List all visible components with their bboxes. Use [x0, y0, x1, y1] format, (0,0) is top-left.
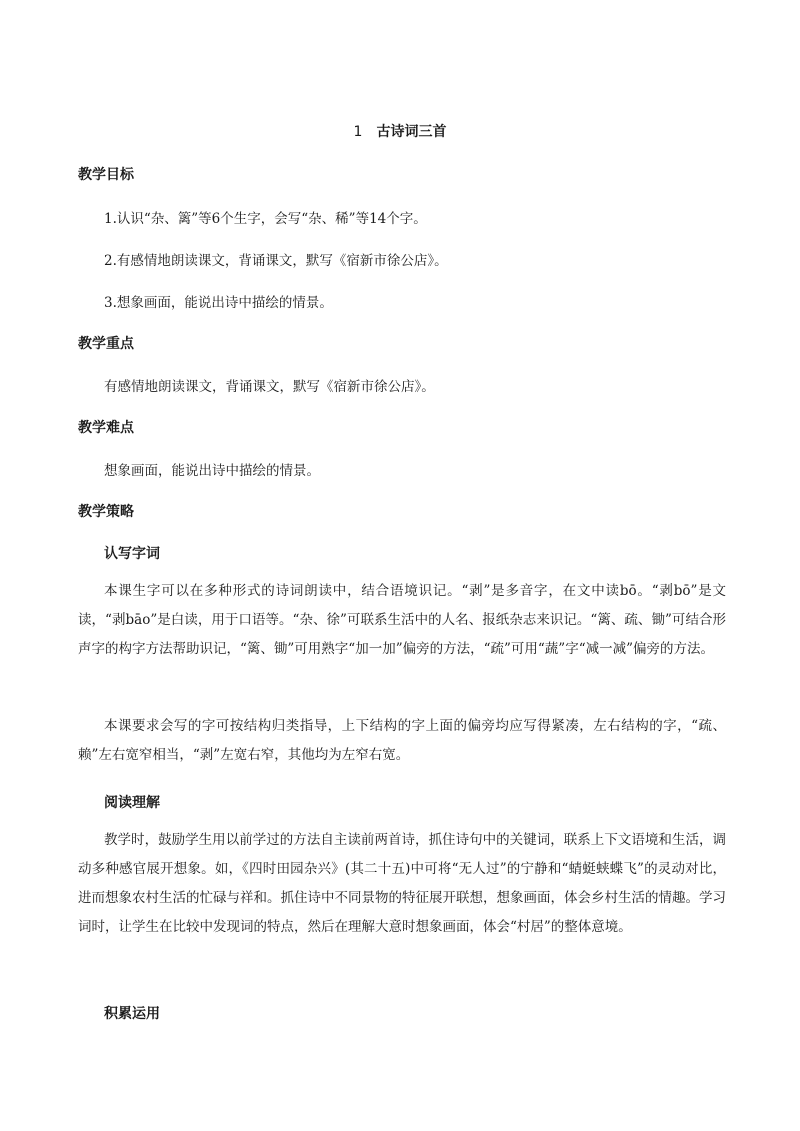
subheading-word-learning: 认写字词: [104, 546, 160, 562]
paragraph: 教学时，鼓励学生用以前学过的方法自主读前两首诗，抓住诗句中的关键词，联系上下文语境和生活，调动多种感官展开想象。如，《四时田园杂兴》(其二十五)中可将“无人过”的宁静和“蜻蜓蛱蝶飞”的灵动对比，进而想象农村生活的忙碌与祥和。抓住诗中不同景物的特征展开联想，想象画面，体会乡村生活的情趣。学习词时，让学生在比较中发现词的特点，然后在理解大意时想象画面，体会“村居”的整体意境。: [78, 832, 726, 935]
goal-item: 3.想象画面，能说出诗中描绘的情景。: [104, 295, 333, 311]
difficulties-text: 想象画面，能说出诗中描绘的情景。: [104, 463, 320, 479]
heading-goals: 教学目标: [78, 167, 134, 183]
heading-difficulties: 教学难点: [78, 420, 134, 436]
heading-key-points: 教学重点: [78, 336, 134, 352]
subheading-accumulation: 积累运用: [104, 1006, 160, 1022]
lesson-title: [0, 121, 800, 141]
heading-strategy: 教学策略: [78, 504, 134, 520]
lesson-title-text: 古诗词三首: [376, 124, 447, 140]
lesson-number: 1: [353, 124, 363, 140]
key-points-text: 有感情地朗读课文，背诵课文，默写《宿新市徐公店》。: [104, 379, 435, 395]
goal-item: 1.认识“杂、篱”等6个生字，会写“杂、稀”等14个字。: [104, 211, 427, 227]
paragraph: 本课要求会写的字可按结构归类指导，上下结构的字上面的偏旁均应写得紧凑，左右结构的字，“疏、赖”左右宽窄相当，“剥”左宽右窄，其他均为左窄右宽。: [78, 718, 726, 763]
goal-item: 2.有感情地朗读课文，背诵课文，默写《宿新市徐公店》。: [104, 253, 448, 269]
paragraph: 本课生字可以在多种形式的诗词朗读中，结合语境识记。“剥”是多音字，在文中读bō。“剥bō”是文读，“剥bāo”是白读，用于口语等。“杂、徐”可联系生活中的人名、报纸杂志来识记。“篱、疏、锄”可结合形声字的构字方法帮助识记，“篱、锄”可用熟字“加一加”偏旁的方法，“疏”可用“蔬”字“减一减”偏旁的方法。: [78, 583, 726, 657]
subheading-reading: 阅读理解: [104, 795, 160, 811]
